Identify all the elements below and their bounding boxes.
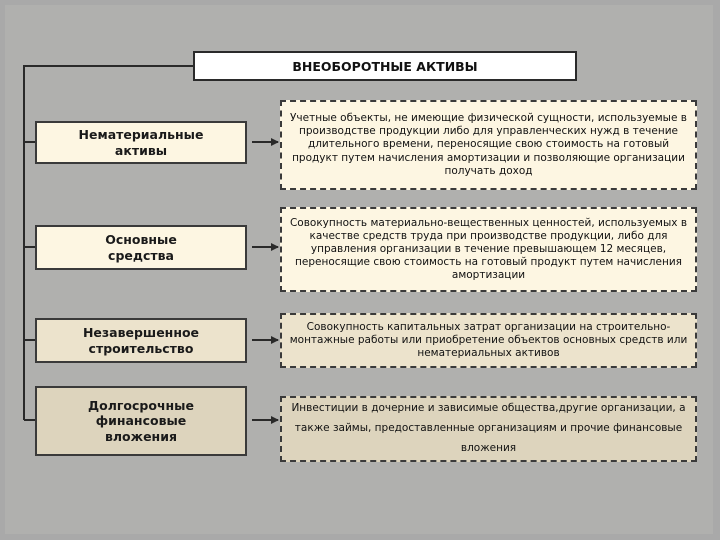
category-construction-in-progress xyxy=(35,318,247,363)
category-long-term-investments xyxy=(35,386,247,456)
category-label: Незавершенное строительство xyxy=(82,324,200,356)
description-intangible-assets xyxy=(280,100,697,190)
description-fixed-assets xyxy=(280,207,697,292)
description-text: Совокупность капитальных затрат организации на строительно-монтажные работы или приобретение объектов основных средств или нематериальных активов xyxy=(289,320,688,360)
description-text: Совокупность материально-вещественных ценностей, используемых в качестве средств труда при производстве продукции, либо для управления организации в течение превышающем 12 месяцев, переносящие свою стоимость на готовый продукт путем начисления амортизации xyxy=(289,216,688,282)
category-intangible-assets xyxy=(35,121,247,164)
category-fixed-assets xyxy=(35,225,247,270)
diagram-title: ВНЕОБОРОТНЫЕ АКТИВЫ xyxy=(193,51,577,81)
category-label: Долгосрочные финансовые вложения xyxy=(88,397,194,444)
description-construction-in-progress xyxy=(280,313,697,368)
description-long-term-investments xyxy=(280,396,697,462)
category-label: Нематериальные активы xyxy=(78,126,204,158)
description-text: Инвестиции в дочерние и зависимые общества,другие организации, а также займы, предоставленные организациям и прочие финансовые вложения xyxy=(291,402,686,454)
description-text: Учетные объекты, не имеющие физической сущности, используемые в производстве продукции либо для управленческих нужд в течение длительного времени, переносящие свою стоимость на готовый продукт путем начисления амортизации и позволяющие организации получать доход xyxy=(290,112,687,177)
category-label: Основные средства xyxy=(105,231,177,263)
